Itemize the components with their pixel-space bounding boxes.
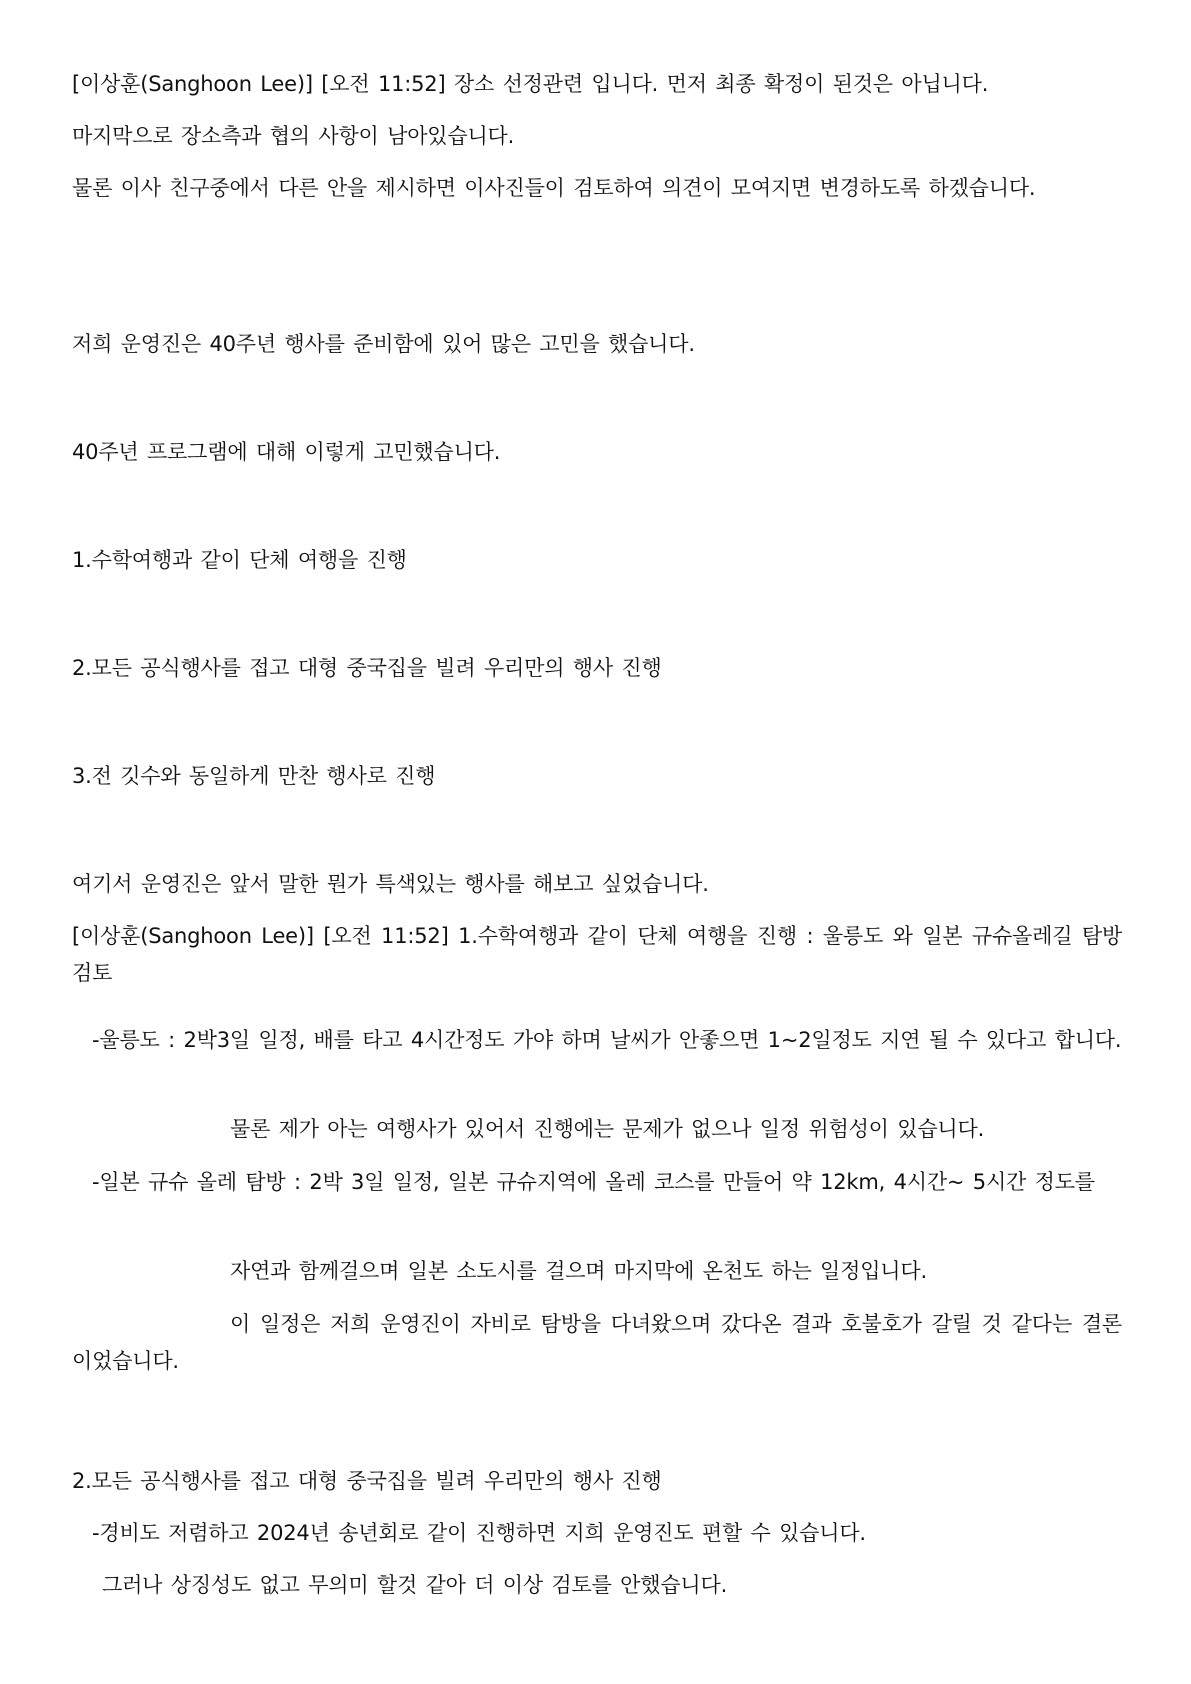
paragraph-option-2-heading: 2.모든 공식행사를 접고 대형 중국집을 빌려 우리만의 행사 진행 [72,1469,662,1493]
paragraph-committee-concern: 저희 운영진은 40주년 행사를 준비함에 있어 많은 고민을 했습니다. [72,332,695,356]
paragraph-ulleungdo: -울릉도 : 2박3일 일정, 배를 타고 4시간정도 가야 하며 날씨가 안좋으면 1~2일정도 지연 될 수 있다고 합니다. [92,1028,1122,1052]
paragraph-chat-header-trip: [이상훈(Sanghoon Lee)] [오전 11:52] 1.수학여행과 같이 단체 여행을 진행 : 울릉도 와 일본 규슈올레길 탐방 검토 [72,924,1122,985]
list-item-option-1: 1.수학여행과 같이 단체 여행을 진행 [72,548,407,572]
list-item-option-3: 3.전 깃수와 동일하게 만찬 행사로 진행 [72,764,436,788]
list-item-option-2: 2.모든 공식행사를 접고 대형 중국집을 빌려 우리만의 행사 진행 [72,656,662,680]
paragraph-program-intro: 40주년 프로그램에 대해 이렇게 고민했습니다. [72,440,501,464]
paragraph-alternative-proposal: 물론 이사 친구중에서 다른 안을 제시하면 이사진들이 검토하여 의견이 모여지면 변경하도록 하겠습니다. [72,176,1036,200]
paragraph-option-2-cost: -경비도 저렴하고 2024년 송년회로 같이 진행하면 지희 운영진도 편할 수 있습니다. [92,1521,866,1545]
paragraph-kyushu-nature: 자연과 함께걸으며 일본 소도시를 걸으며 마지막에 온천도 하는 일정입니다. [230,1259,927,1283]
paragraph-kyushu-conclusion: 이 일정은 저희 운영진이 자비로 탐방을 다녀왔으며 갔다온 결과 호불호가 갈릴 것 같다는 결론이었습니다. [72,1312,1122,1373]
paragraph-kyushu-olle: -일본 규슈 올레 탐방 : 2박 3일 일정, 일본 규슈지역에 올레 코스를 만들어 약 12km, 4시간~ 5시간 정도를 [92,1170,1095,1194]
paragraph-remaining-consultation: 마지막으로 장소측과 협의 사항이 남아있습니다. [72,124,515,148]
paragraph-special-event: 여기서 운영진은 앞서 말한 뭔가 특색있는 행사를 해보고 싶었습니다. [72,872,709,896]
paragraph-option-2-conclusion: 그러나 상징성도 없고 무의미 할것 같아 더 이상 검토를 안했습니다. [102,1573,728,1597]
paragraph-chat-header-venue: [이상훈(Sanghoon Lee)] [오전 11:52] 장소 선정관련 입니다. 먼저 최종 확정이 된것은 아닙니다. [72,72,989,96]
paragraph-ulleungdo-risk: 물론 제가 아는 여행사가 있어서 진행에는 문제가 없으나 일정 위험성이 있습니다. [230,1117,985,1141]
